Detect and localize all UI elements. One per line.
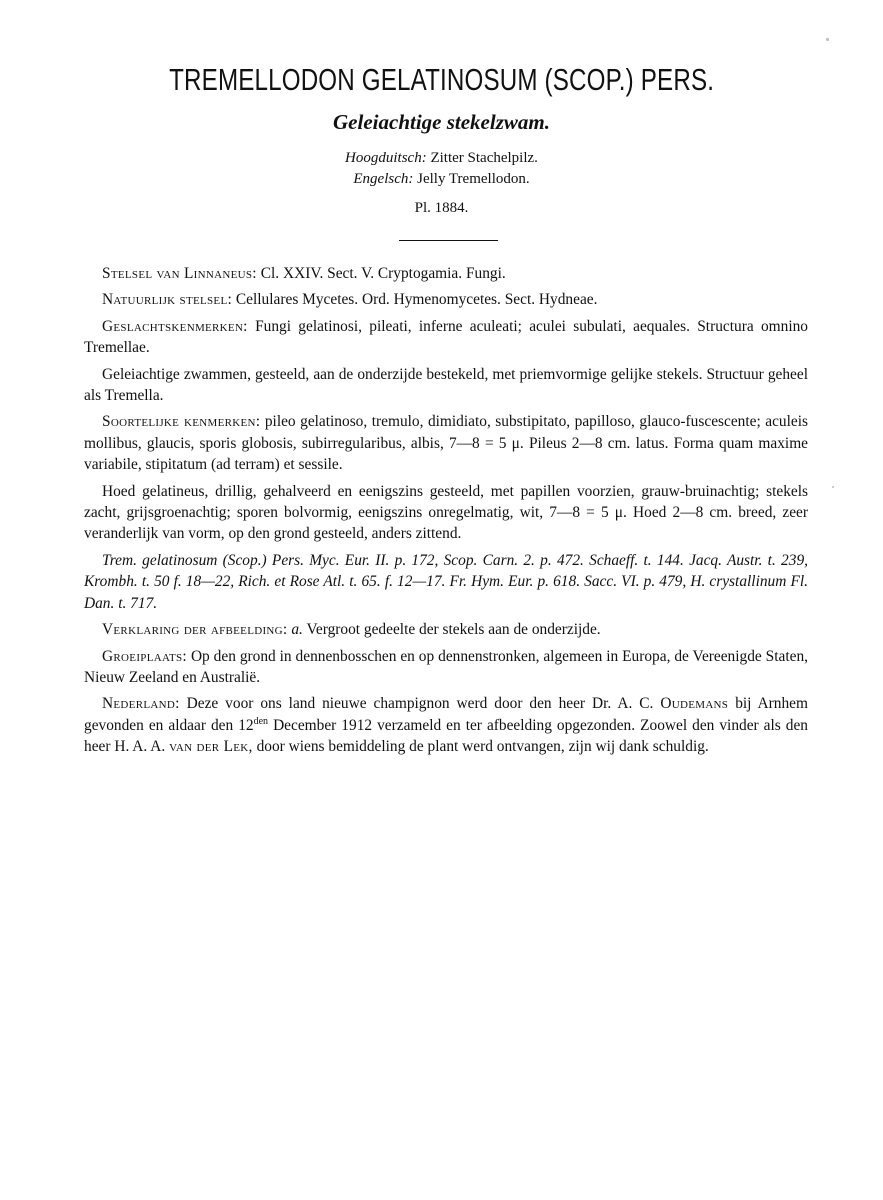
explanation-label: Verklaring der afbeelding: bbox=[102, 621, 288, 639]
german-name-line bbox=[0, 148, 883, 169]
linnaeus-label: Stelsel van Linnaneus: bbox=[102, 265, 257, 282]
habitat-text: Op den grond in dennenbosschen en op dennenstronken, algemeen in Europa, de Vereenigde Staten, Nieuw Zeeland en Australië. bbox=[84, 647, 808, 686]
natural-system-text: Cellulares Mycetes. Ord. Hymenomycetes. Sect. Hydneae. bbox=[235, 291, 598, 309]
dutch-name: Geleiachtige stekelzwam. bbox=[333, 110, 550, 134]
divider-rule bbox=[399, 240, 498, 241]
netherlands-text-d: door wiens bemiddeling de plant werd ontvangen, zijn wij dank schuldig. bbox=[256, 738, 709, 756]
netherlands-text-c: December 1912 verzameld en ter afbeelding opgezonden. Zoowel den vinder als den heer H. A. A. bbox=[84, 716, 808, 756]
german-name: Zitter Stachelpilz. bbox=[430, 150, 538, 166]
english-label: Engelsch: bbox=[353, 171, 414, 187]
linnaeus-text: Cl. XXIV. Sect. V. Cryptogamia. Fungi. bbox=[260, 265, 506, 282]
intermediary-name: van der Lek, bbox=[169, 738, 253, 756]
species-label: Soortelijke kenmerken: bbox=[102, 413, 261, 431]
explanation-text: Vergroot gedeelte der stekels aan de onderzijde. bbox=[306, 621, 601, 639]
genus-dutch-text: Geleiachtige zwammen, gesteeld, aan de onderzijde bestekeld, met priemvormige gelijke stekels. Structuur geheel als Tremella. bbox=[84, 365, 808, 405]
finder-name: Oudemans bbox=[660, 695, 729, 713]
date-suffix: den bbox=[253, 715, 269, 727]
english-name-line bbox=[0, 169, 883, 190]
netherlands-text-a: Deze voor ons land nieuwe champignon werd door den heer Dr. A. C. bbox=[186, 695, 654, 713]
explanation-letter: a. bbox=[291, 621, 303, 639]
english-name: Jelly Tremellodon. bbox=[417, 171, 530, 187]
description-body bbox=[84, 263, 808, 763]
habitat-label: Groeiplaats: bbox=[102, 647, 187, 665]
references-paragraph bbox=[84, 550, 808, 614]
scan-speck bbox=[832, 486, 834, 488]
genus-text: Fungi gelatinosi, pileati, inferne aculeati; aculei subulati, aequales. Structura omnino Tremellae. bbox=[84, 317, 808, 357]
genus-paragraph bbox=[84, 316, 808, 359]
linnaeus-paragraph bbox=[84, 263, 808, 284]
species-dutch-text: Hoed gelatineus, drillig, gehalveerd en eenigszins gesteeld, met papillen voorzien, grauw-bruinachtig; stekels zacht, grijsgroenachtig; sporen bolvormig, eenigszins onregelmatig, wit, 7—8 = 5 μ. Hoed 2—8 cm. breed, zeer veranderlijk van vorm, op den grond gesteeld, anders zittend. bbox=[84, 482, 808, 543]
habitat-paragraph bbox=[84, 646, 808, 689]
species-paragraph bbox=[84, 411, 808, 475]
natural-system-paragraph bbox=[84, 289, 808, 310]
genus-dutch-paragraph bbox=[84, 364, 808, 407]
plate-number: Pl. 1884. bbox=[414, 200, 469, 216]
species-text: pileo gelatinoso, tremulo, dimidiato, substipitato, papilloso, glauco-fuscescente; aculeis mollibus, glaucis, sporis globosis, subirregularibus, albis, 7—8 = 5 μ. Pileus 2—8 cm. latus. Forma quam maxime variabile, stipitatum (ad terram) et sessile. bbox=[84, 413, 808, 474]
netherlands-label: Nederland: bbox=[102, 695, 180, 713]
scan-speck bbox=[826, 38, 829, 41]
vernacular-names bbox=[0, 148, 883, 190]
german-label: Hoogduitsch: bbox=[345, 150, 427, 166]
natural-system-label: Natuurlijk stelsel: bbox=[102, 291, 233, 309]
page-title: TREMELLODON GELATINOSUM (SCOP.) PERS. bbox=[169, 62, 715, 97]
netherlands-paragraph bbox=[84, 693, 808, 757]
references-text: Trem. gelatinosum (Scop.) Pers. Myc. Eur. II. p. 172, Scop. Carn. 2. p. 472. Schaeff. t. 144. Jacq. Austr. t. 239, Krombh. t. 50 f. 18—22, Rich. et Rose Atl. t. 65. f. 12—17. Fr. Hym. Eur. p. 618. Sacc. VI. p. 479, H. crystallinum Fl. Dan. t. 717. bbox=[84, 551, 808, 612]
netherlands-text-b: bij Arnhem gevonden en aldaar den 12 bbox=[84, 695, 808, 734]
species-dutch-paragraph bbox=[84, 481, 808, 545]
explanation-paragraph bbox=[84, 619, 808, 640]
genus-label: Geslachtskenmerken: bbox=[102, 317, 248, 335]
